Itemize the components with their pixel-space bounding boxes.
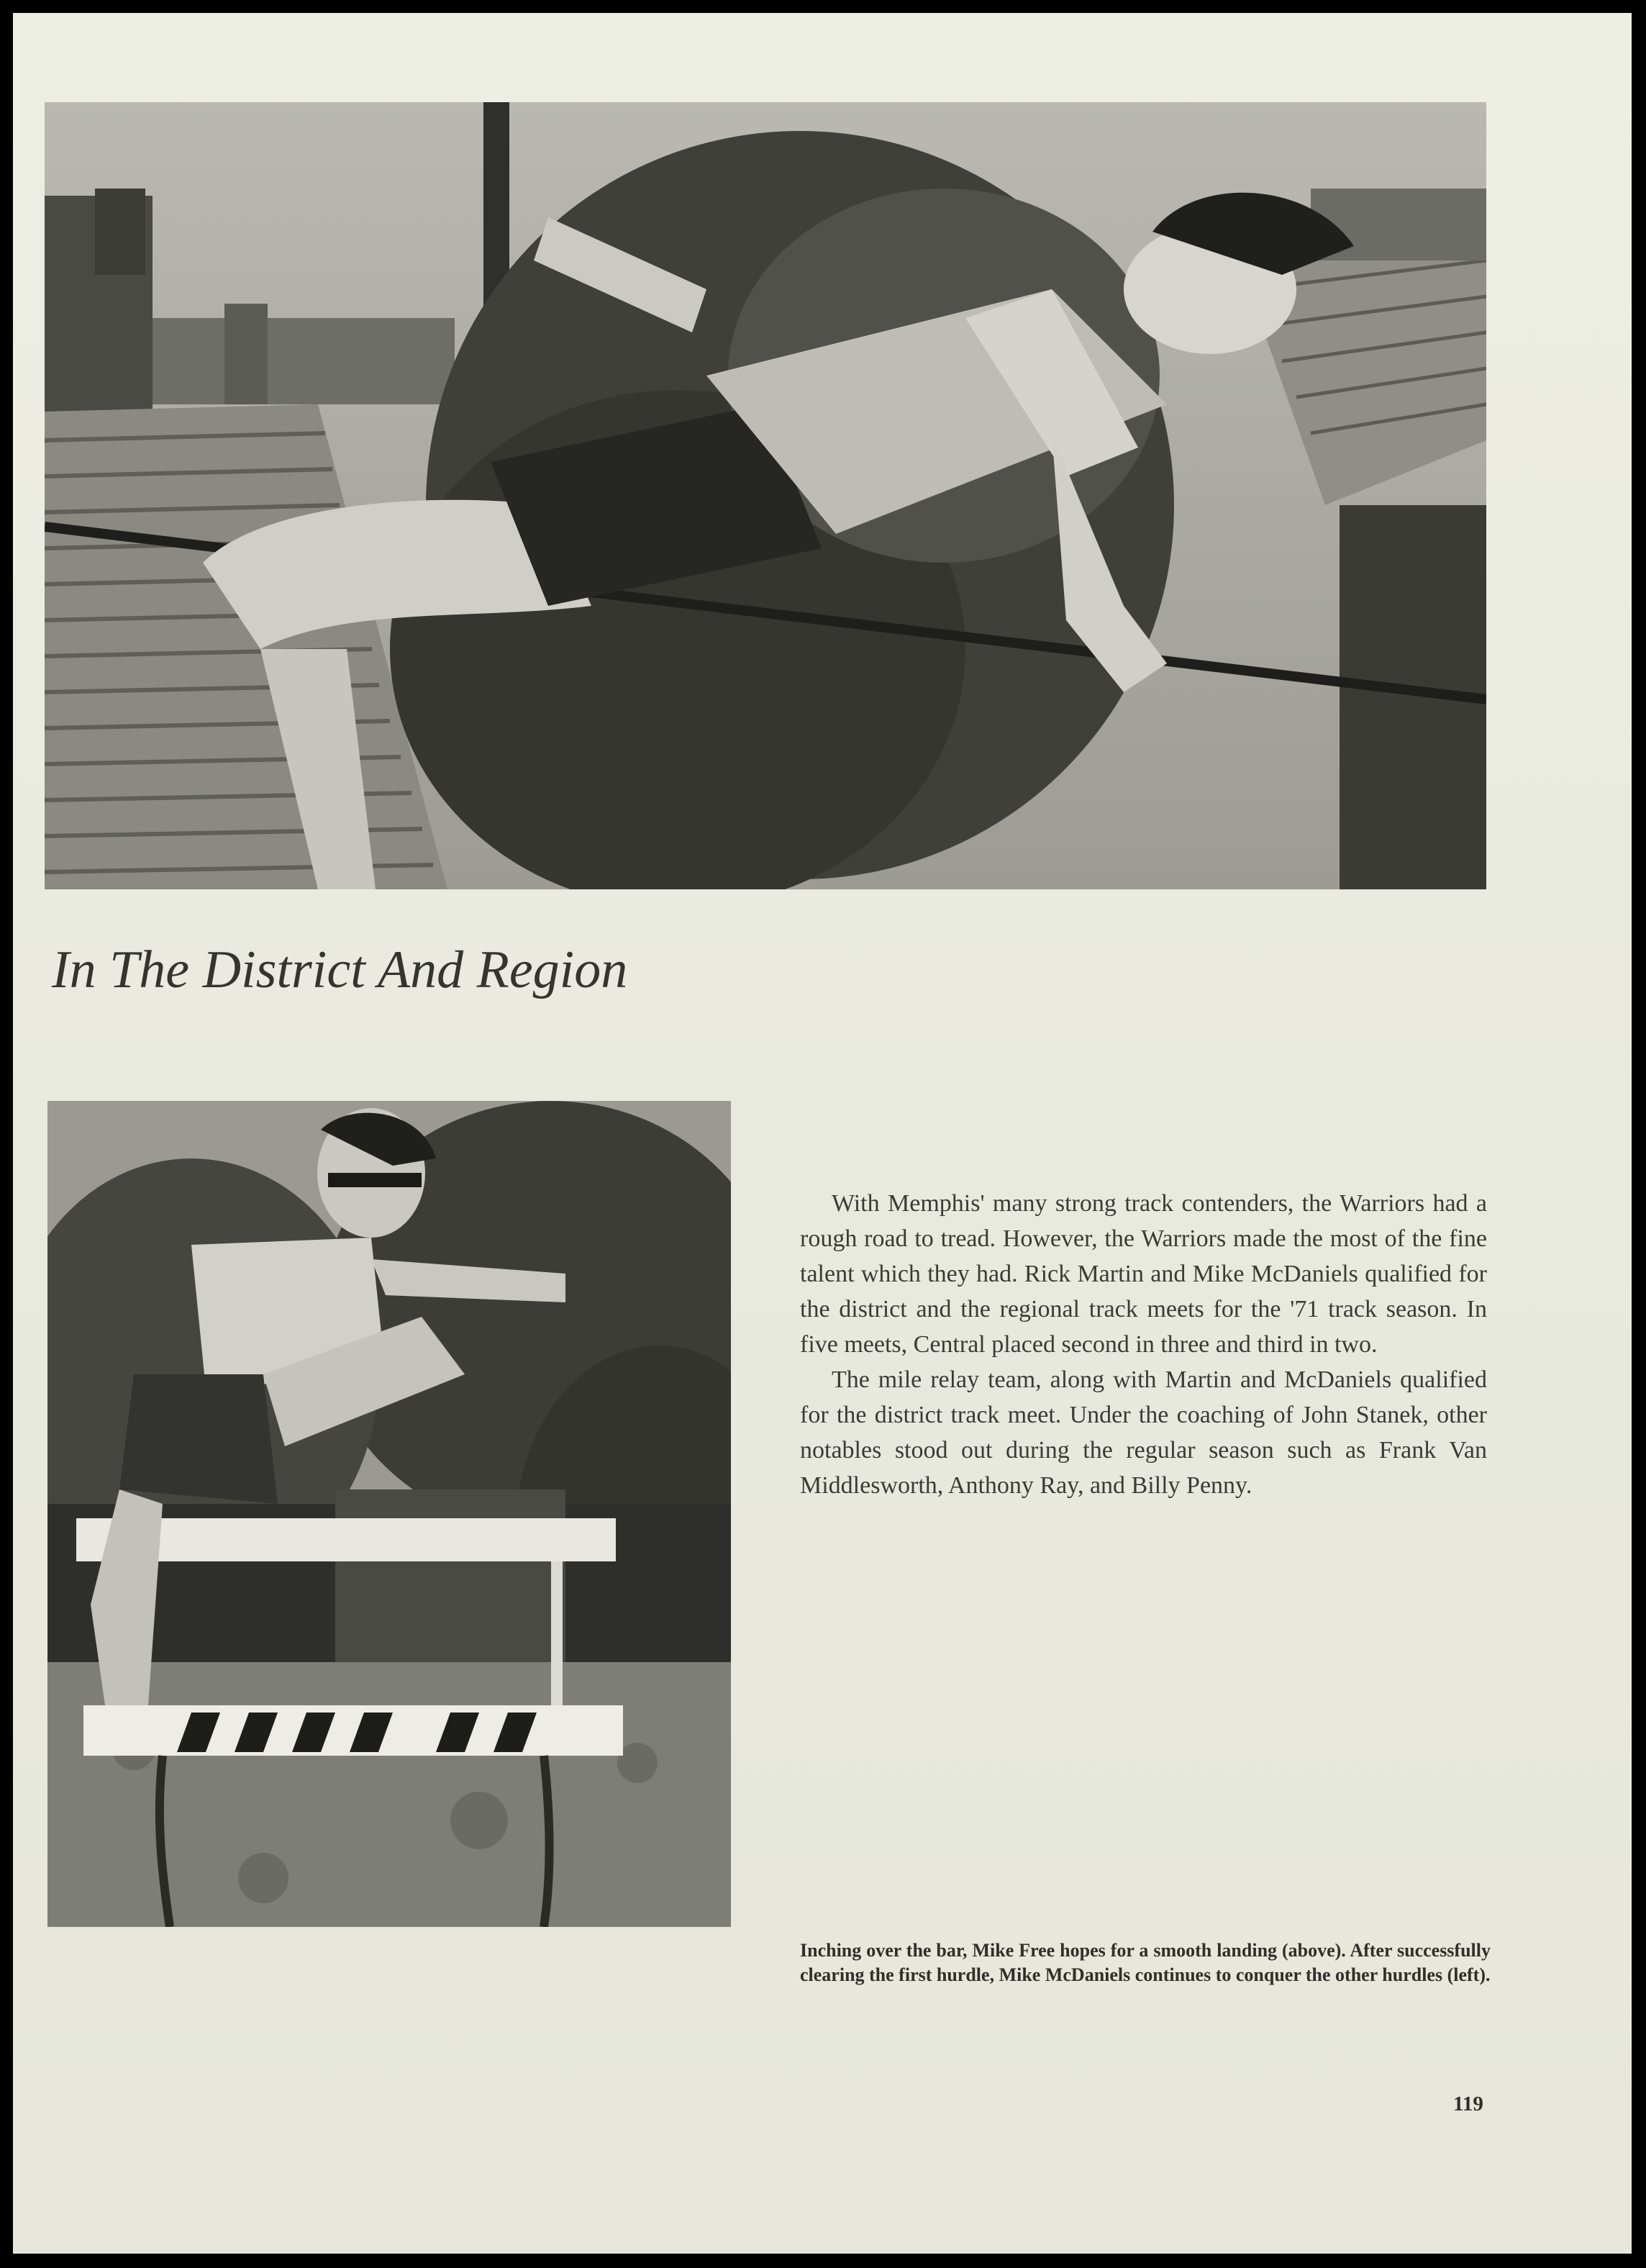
article-paragraph: With Memphis' many strong track contenders, the Warriors had a rough road to tread. However, the Warriors made the most of the fine talent which they had. Rick Martin and Mike McDaniels qualified for the district and the regional track meets for the '71 track season. In five meets, Central placed second in three and third in two. (800, 1190, 1487, 1358)
article-paragraph: The mile relay team, along with Martin and McDaniels qualified for the district track meet. Under the coaching of John Stanek, other notables stood out during the regular season such as Frank Van Middlesworth, Anthony Ray, and Billy Penny. (800, 1366, 1487, 1499)
page-title: In The District And Region (52, 940, 628, 999)
high-jump-photo (45, 102, 1486, 889)
page-number: 119 (1453, 2092, 1483, 2115)
hurdle-photo (47, 1101, 731, 1927)
photo-caption: Inching over the bar, Mike Free hopes for a smooth landing (above). After successfully clearing the first hurdle, Mike McDaniels continues to conquer the other hurdles (left). (800, 1940, 1491, 1985)
article-body (800, 1186, 1487, 1503)
yearbook-page (13, 13, 1632, 2254)
